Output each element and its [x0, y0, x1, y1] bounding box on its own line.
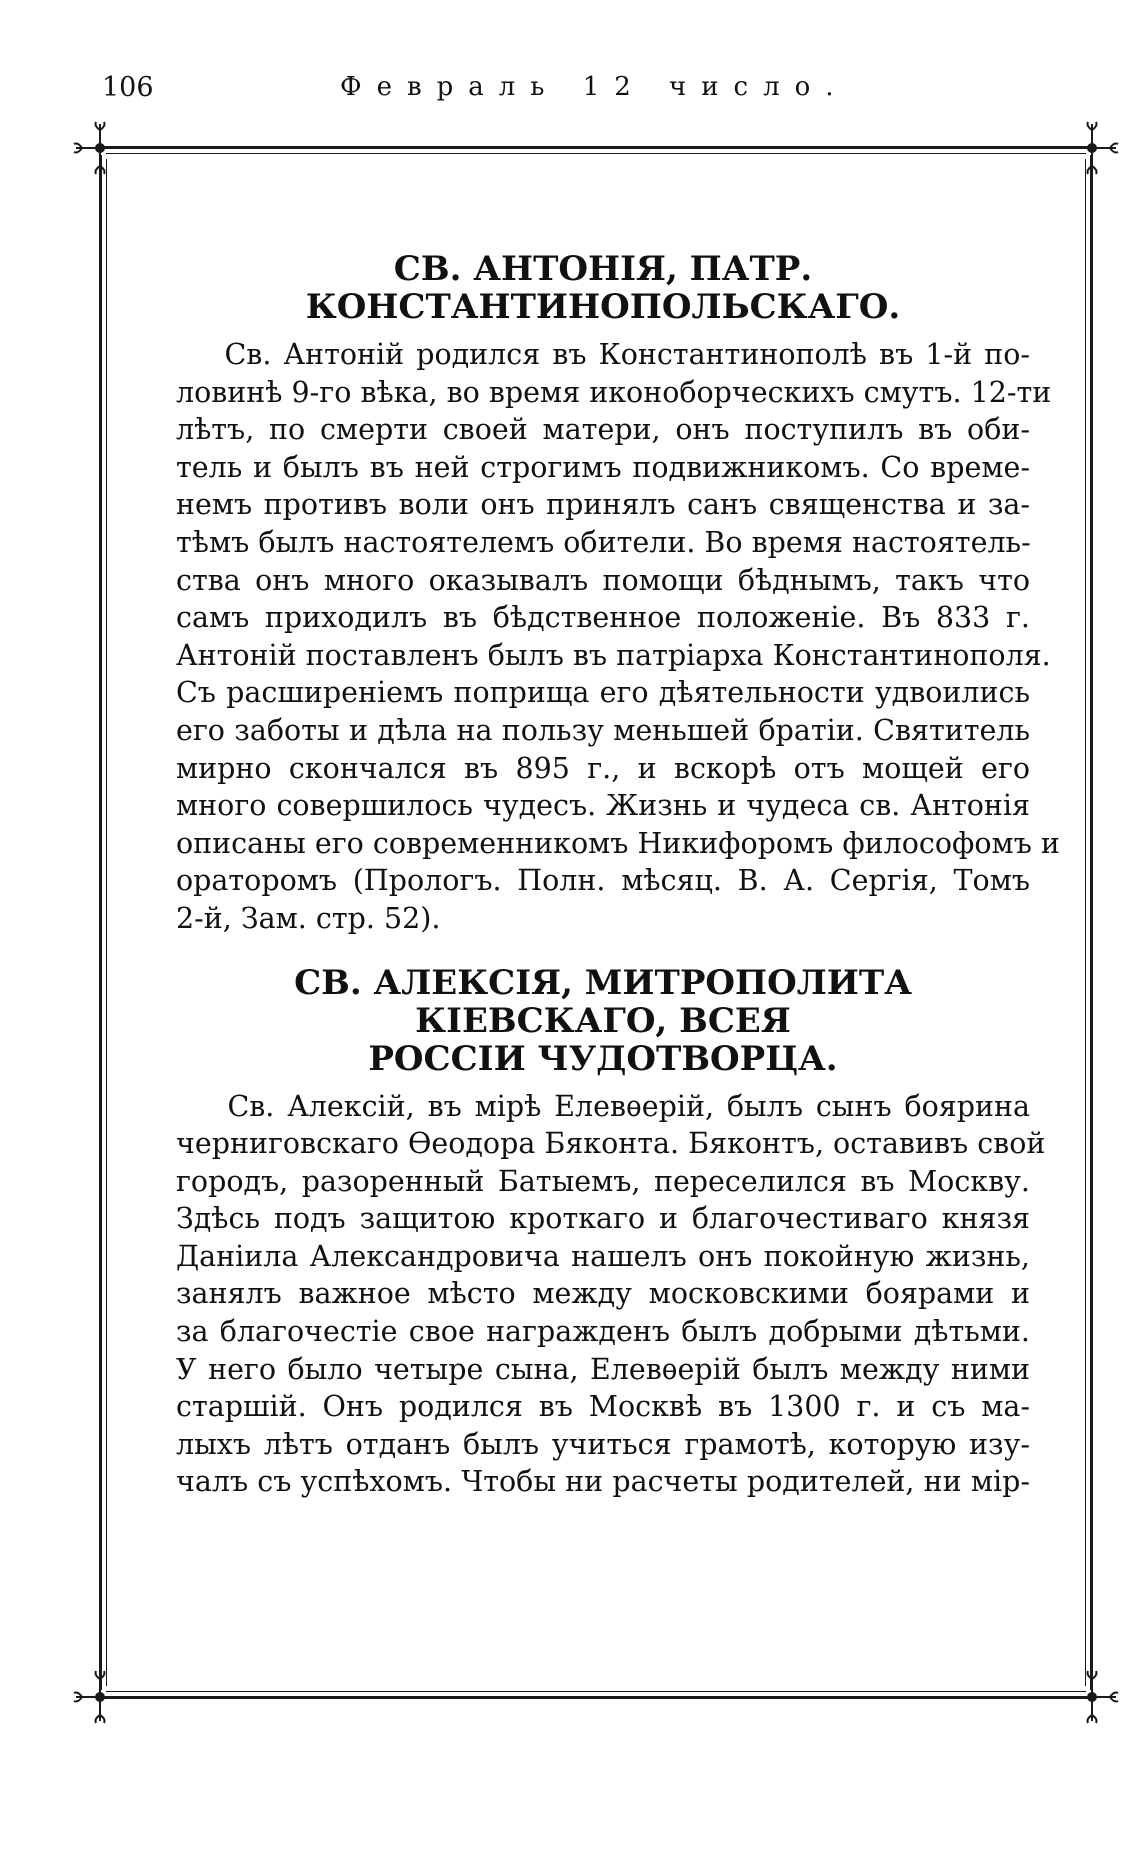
page-number: 106 [102, 72, 154, 103]
heading-line: СВ. АНТОНІЯ, ПАТР. КОНСТАНТИНОПОЛЬСКАГО. [305, 249, 901, 327]
text-line: городъ, разоренный Батыемъ, переселился въ Москву. [176, 1164, 1030, 1198]
corner-ornament-icon [72, 1665, 132, 1725]
frame-top-rule [102, 146, 1090, 149]
text-line: ораторомъ (Прологъ. Полн. мѣсяц. В. А. Сергія, Томъ [176, 864, 1030, 898]
frame-left-inner-rule [106, 159, 107, 1686]
text-line: за благочестіе свое награжденъ былъ добрыми дѣтьми. [176, 1315, 1030, 1349]
text-line: Св. Антоній родился въ Константинополѣ въ 1-й по- [176, 338, 1030, 371]
text-line: У него было четыре сына, Елевѳерій былъ между ними [176, 1352, 1030, 1386]
text-line: 2-й, Зам. стр. 52). [176, 901, 441, 935]
heading-line: СВ. АЛЕКСІЯ, МИТРОПОЛИТА КІЕВСКАГО, ВСЕЯ [294, 962, 912, 1041]
text-line: лыхъ лѣтъ отданъ былъ учиться грамотѣ, которую изу- [176, 1427, 1030, 1461]
corner-ornament-icon [1060, 120, 1120, 180]
text-line: ства онъ много оказывалъ помощи бѣднымъ, такъ что [176, 563, 1030, 597]
text-line: Здѣсь подъ защитою кроткаго и благочестиваго князя [176, 1202, 1030, 1236]
text-line: старшій. Онъ родился въ Москвѣ въ 1300 г. и съ ма- [176, 1390, 1030, 1424]
text-line: Св. Алексій, въ мірѣ Елевѳерій, былъ сынъ боярина [176, 1089, 1030, 1123]
frame-bottom-rule [102, 1696, 1090, 1699]
section-heading-antony [176, 250, 1030, 326]
page-content [176, 249, 1060, 1501]
frame-right-rule [1090, 155, 1093, 1690]
text-line: описаны его современникомъ Никифоромъ философомъ и [176, 826, 1060, 860]
text-line: чалъ съ успѣхомъ. Чтобы ни расчеты родителей, ни мір- [176, 1465, 1030, 1499]
text-line: ловинѣ 9-го вѣка, во время иконоборческихъ смутъ. 12-ти [176, 375, 1052, 409]
paragraph-antony [176, 336, 1060, 938]
text-line: занялъ важное мѣсто между московскими боярами и [176, 1277, 1030, 1311]
heading-line: РОССІИ ЧУДОТВОРЦА. [368, 1038, 838, 1079]
frame-top-inner-rule [106, 153, 1086, 154]
text-line: тѣмъ былъ настоятелемъ обители. Во время настоятель- [176, 525, 1031, 559]
text-line: самъ приходилъ въ бѣдственное положеніе. Въ 833 г. [176, 601, 1030, 635]
text-line: Антоній поставленъ былъ въ патріарха Константинополя. [176, 638, 1051, 672]
text-line: лѣтъ, по смерти своей матери, онъ поступилъ въ оби- [176, 413, 1030, 447]
frame-left-rule [99, 155, 102, 1690]
text-line: мирно скончался въ 895 г., и вскорѣ отъ мощей его [176, 751, 1030, 785]
frame-right-inner-rule [1085, 159, 1086, 1686]
text-line: Съ расширеніемъ поприща его дѣятельности удвоились [176, 676, 1030, 710]
text-line: черниговскаго Ѳеодора Бяконта. Бяконтъ, оставивъ свой [176, 1127, 1046, 1161]
running-head [0, 72, 1140, 112]
text-line: Даніила Александровича нашелъ онъ покойную жизнь, [176, 1239, 1030, 1273]
text-line: много совершилось чудесъ. Жизнь и чудеса св. Антонія [176, 789, 1030, 823]
text-line: немъ противъ воли онъ принялъ санъ священства и за- [176, 488, 1030, 522]
text-line: его заботы и дѣла на пользу меньшей братіи. Святитель [176, 713, 1030, 747]
paragraph-aleksiy [176, 1088, 1046, 1502]
section-heading-aleksiy [176, 964, 1030, 1078]
corner-ornament-icon [72, 120, 132, 180]
frame-bottom-inner-rule [106, 1691, 1086, 1692]
header-title: Февраль 12 число. [340, 72, 849, 102]
text-line: тель и былъ въ ней строгимъ подвижникомъ. Со време- [176, 450, 1030, 484]
corner-ornament-icon [1060, 1665, 1120, 1725]
